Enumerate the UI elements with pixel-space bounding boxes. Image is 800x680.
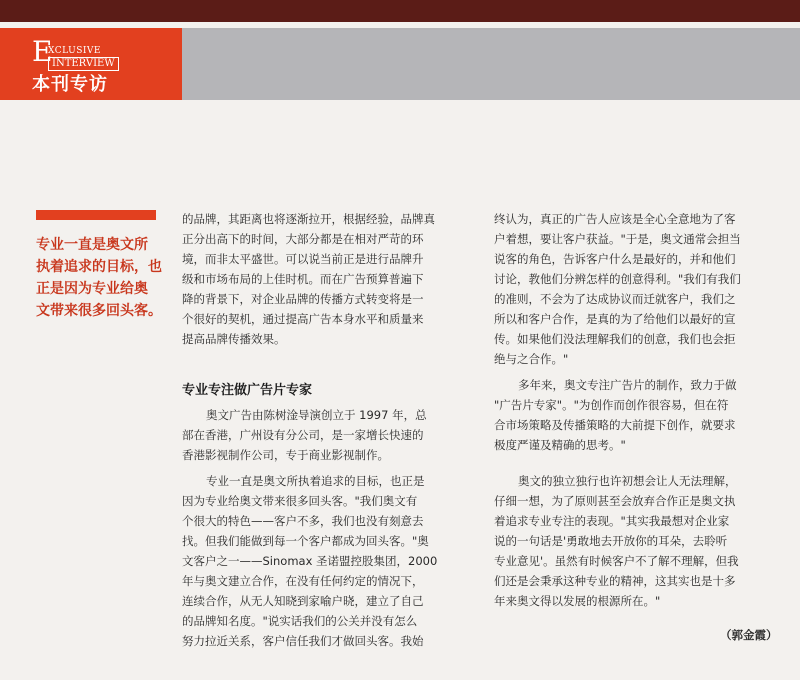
top-color-band [0, 0, 800, 22]
body-text-line: 香港影视制作公司，专于商业影视制作。 [182, 448, 389, 462]
header-section-title: 本刊专访 [32, 74, 108, 95]
body-text-line: 文客户之一——Sinomax 圣诺盟控股集团，2000 [182, 554, 438, 568]
body-text-line: 户着想，要让客户获益。"于是，奥文通常会担当 [494, 232, 741, 246]
body-text-line: 们还是会秉承这种专业的精神，这其实也是十多 [494, 574, 736, 588]
body-text-line: 说的一句话是'勇敢地去开放你的耳朵，去聆听 [494, 534, 728, 548]
body-text-line: 级和市场布局的上佳时机。而在广告预算普遍下 [182, 272, 424, 286]
body-text-line: 极度严谨及精确的思考。" [494, 438, 626, 452]
body-text-line: 境，而非太平盛世。可以说当前正是进行品牌升 [182, 252, 424, 266]
body-text-line: 年与奥文建立合作，在没有任何约定的情况下， [182, 574, 424, 588]
body-text-line: 多年来，奥文专注广告片的制作，致力于做 [518, 378, 737, 392]
body-text-line: 找。但我们能做到每一个客户都成为回头客。"奥 [182, 534, 429, 548]
body-text-line: 年来奥文得以发展的根源所在。" [494, 594, 661, 608]
body-text-line: "广告片专家"。"为创作而创作很容易，但在符 [494, 398, 729, 412]
body-text-line: 说客的角色，告诉客户什么是最好的，并和他们 [494, 252, 736, 266]
header-gray-block [182, 28, 800, 100]
body-text-line: 部在香港，广州设有分公司，是一家增长快速的 [182, 428, 424, 442]
body-text-line: 专业一直是奥文所执着追求的目标，也正是 [206, 474, 425, 488]
pull-quote-line: 专业一直是奥文所 [36, 237, 148, 253]
body-text-line: 奥文广告由陈树淦导演创立于 1997 年，总 [206, 408, 427, 422]
body-text-line: 因为专业给奥文带来很多回头客。"我们奥文有 [182, 494, 418, 508]
body-text-line: 努力拉近关系，客户信任我们才做回头客。我始 [182, 634, 424, 648]
body-text-line: 个很好的契机，通过提高广告本身水平和质量来 [182, 312, 424, 326]
body-text-line: 所以和客户合作，是真的为了给他们以最好的宣 [494, 312, 736, 326]
body-text-line: 传。如果他们没法理解我们的创意，我们也会拒 [494, 332, 736, 346]
pull-quote-line: 执着追求的目标，也 [36, 259, 162, 275]
body-text-line: 绝与之合作。" [494, 352, 569, 366]
pull-quote-line: 文带来很多回头客。 [36, 303, 162, 319]
author-byline: （郭金霞） [720, 628, 778, 642]
pull-quote-bar [36, 210, 156, 220]
pull-quote-line: 正是因为专业给奥 [36, 281, 148, 297]
body-text-line: 着追求专业专注的表现。"其实我最想对企业家 [494, 514, 730, 528]
body-text-line: 终认为，真正的广告人应该是全心全意地为了客 [494, 212, 736, 226]
body-text-line: 的品牌知名度。"说实话我们的公关并没有怎么 [182, 614, 418, 628]
body-text-line: 连续合作，从无人知晓到家喻户晓，建立了自己 [182, 594, 424, 608]
body-text-line: 讨论，教他们分辨怎样的创意得利。"我们有我们 [494, 272, 741, 286]
header-interview-label: INTERVIEW [48, 57, 119, 71]
body-text-line: 合市场策略及传播策略的大前提下创作，就要求 [494, 418, 736, 432]
section-heading: 专业专注做广告片专家 [182, 383, 313, 398]
body-text-line: 专业意见'。虽然有时候客户不了解不理解，但我 [494, 554, 739, 568]
header-exclusive-label: XCLUSIVE [48, 46, 101, 56]
body-text-line: 个很大的特色——客户不多，我们也没有刻意去 [182, 514, 424, 528]
header-initial-letter: E [32, 35, 53, 68]
pull-quote [36, 234, 162, 322]
body-text-line: 的品牌，其距离也将逐渐拉开，根据经验，品牌真 [182, 212, 435, 226]
body-text-line: 提高品牌传播效果。 [182, 332, 286, 346]
body-text-line: 奥文的独立独行也许初想会让人无法理解， [518, 474, 737, 488]
body-text-line: 降的背景下，对企业品牌的传播方式转变将是一 [182, 292, 424, 306]
body-text-line: 正分出高下的时间，大部分都是在相对严苛的环 [182, 232, 424, 246]
body-text-line: 的准则，不会为了达成协议而迁就客户，我们之 [494, 292, 736, 306]
body-text-line: 仔细一想，为了原则甚至会放弃合作正是奥文执 [494, 494, 736, 508]
